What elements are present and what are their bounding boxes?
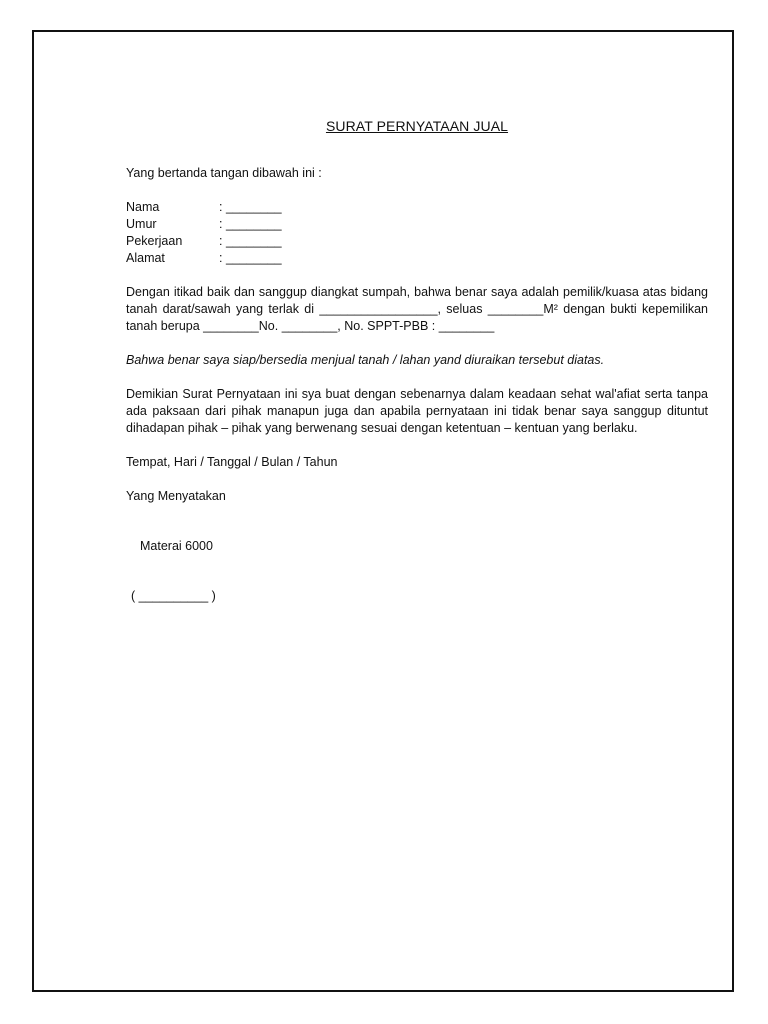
statement-paragraph: Dengan itikad baik dan sanggup diangkat sumpah, bahwa benar saya adalah pemilik/kuasa atas bidang tanah darat/sawah yang terlak di _________________, seluas ________M² dengan bukti kepemilikan tanah berupa ________No. ________, No. SPPT-PBB : ________ xyxy=(126,285,708,333)
place-date-line: Tempat, Hari / Tanggal / Bulan / Tahun xyxy=(126,455,338,469)
field-row-alamat xyxy=(126,250,708,267)
field-value-umur: : ________ xyxy=(219,217,282,231)
signature-line: ( __________ ) xyxy=(131,589,216,603)
intro-text: Yang bertanda tangan dibawah ini : xyxy=(126,166,322,180)
identity-fields xyxy=(126,199,708,267)
signatory-label: Yang Menyatakan xyxy=(126,489,226,503)
field-value-pekerjaan: : ________ xyxy=(219,234,282,248)
sale-declaration: Bahwa benar saya siap/bersedia menjual tanah / lahan yand diuraikan tersebut diatas. xyxy=(126,353,605,367)
stamp-duty-label: Materai 6000 xyxy=(140,539,213,553)
field-value-nama: : ________ xyxy=(219,200,282,214)
field-row-pekerjaan xyxy=(126,233,708,250)
closing-paragraph: Demikian Surat Pernyataan ini sya buat dengan sebenarnya dalam keadaan sehat wal'afiat serta tanpa ada paksaan dari pihak manapun juga dan apabila pernyataan ini tidak benar saya sanggup dituntut dihadapan pihak – pihak yang berwenang sesuai dengan ketentuan – kentuan yang berlaku. xyxy=(126,387,708,435)
document-page xyxy=(32,30,734,992)
field-value-alamat: : ________ xyxy=(219,251,282,265)
field-label-pekerjaan: Pekerjaan xyxy=(126,234,183,248)
document-body xyxy=(126,118,708,605)
field-label-umur: Umur xyxy=(126,217,157,231)
field-row-umur xyxy=(126,216,708,233)
field-row-nama xyxy=(126,199,708,216)
field-label-alamat: Alamat xyxy=(126,251,165,265)
field-label-nama: Nama xyxy=(126,200,160,214)
document-title: SURAT PERNYATAAN JUAL xyxy=(325,118,509,134)
